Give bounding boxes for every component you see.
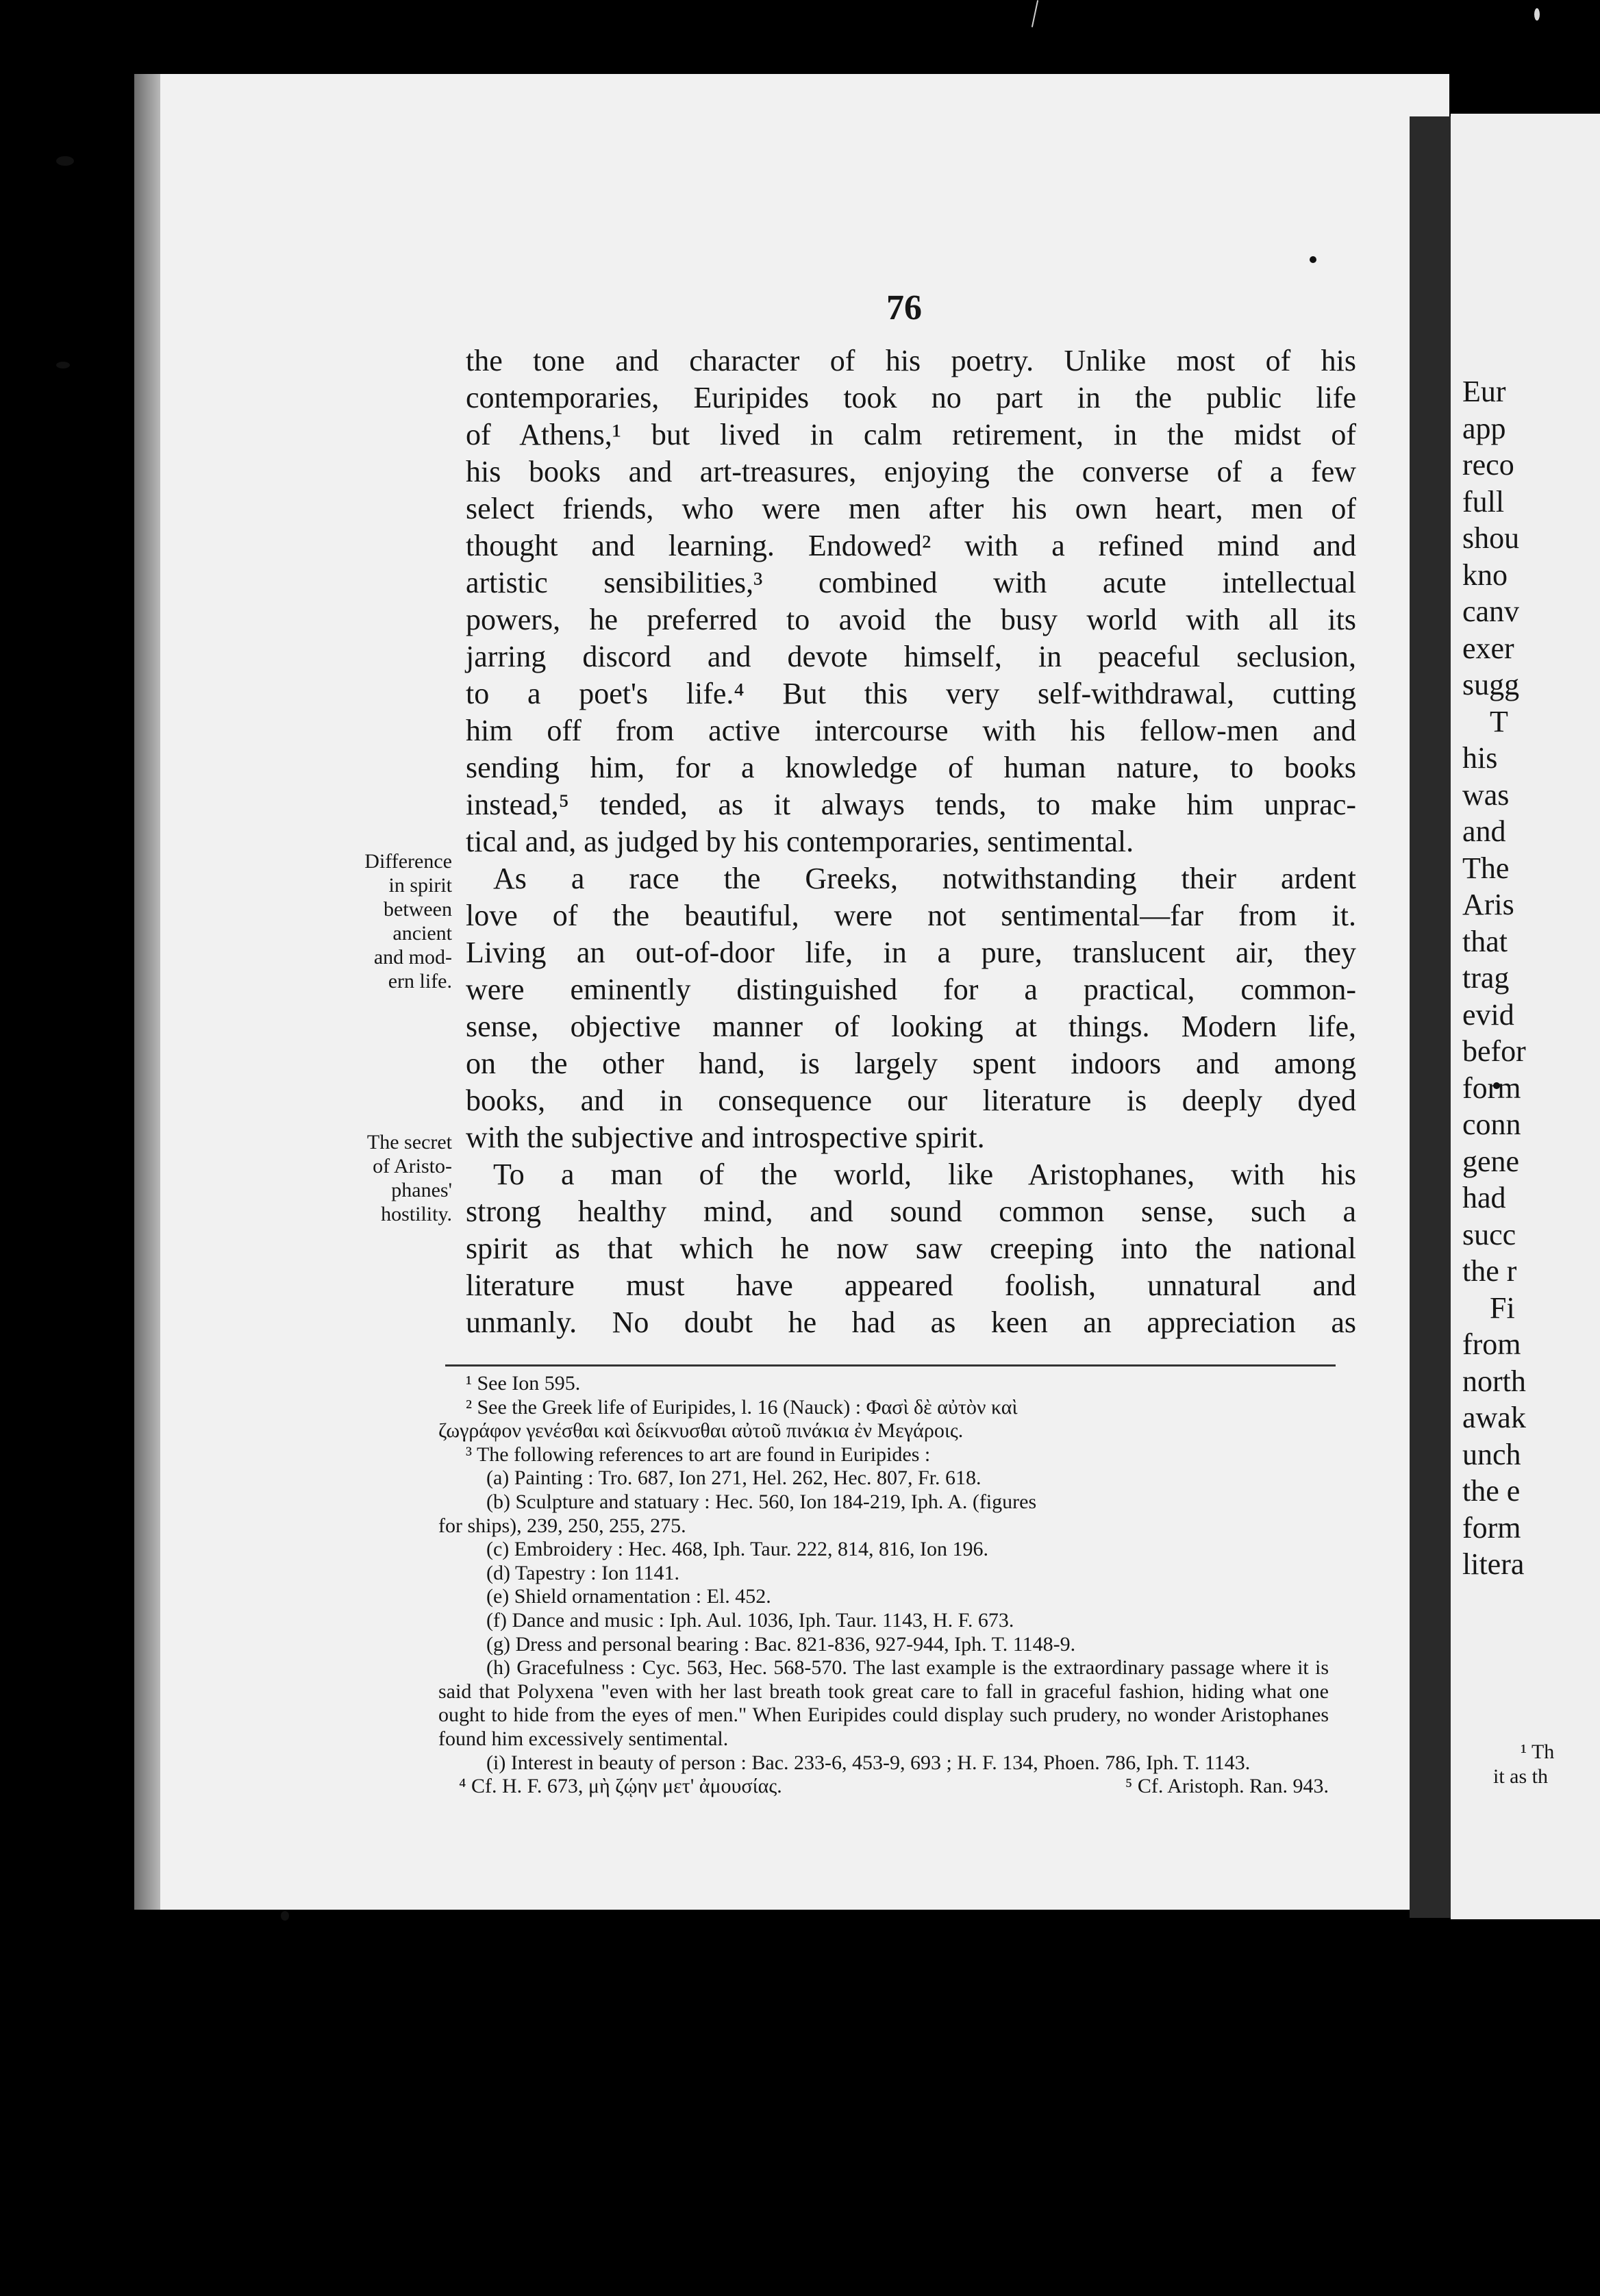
- margin-note-line: of Aristo-: [373, 1155, 452, 1177]
- body-text: [466, 342, 1356, 1341]
- text-line: powers, he preferred to avoid the busy world with all its: [466, 603, 1356, 636]
- right-page-line: exer: [1462, 631, 1514, 665]
- right-page-line: canv: [1462, 595, 1520, 628]
- footnote-3: ³ The following references to art are found in Euripides :: [466, 1443, 931, 1466]
- right-page-line: form: [1462, 1071, 1521, 1105]
- footnote-1: ¹ See Ion 595.: [466, 1372, 581, 1395]
- right-page-line: unch: [1462, 1437, 1521, 1471]
- text-line: contemporaries, Euripides took no part in the public life: [466, 381, 1356, 414]
- text-line: thought and learning. Endowed² with a refined mind and: [466, 529, 1356, 562]
- footnote-3-beauty: (i) Interest in beauty of person : Bac. 233-6, 453-9, 693 ; H. F. 134, Phoen. 786, Iph. T. 1143.: [486, 1751, 1251, 1774]
- footnote-3-tapestry: (d) Tapestry : Ion 1141.: [486, 1561, 680, 1584]
- text-line: his books and art-treasures, enjoying the converse of a few: [466, 455, 1356, 488]
- page-binding-edge: [134, 74, 160, 1910]
- margin-note-line: phanes': [391, 1179, 452, 1201]
- scan-speck: [56, 362, 70, 369]
- right-page-line: succ: [1462, 1217, 1516, 1251]
- right-page-line: befor: [1462, 1034, 1526, 1068]
- right-page-line: shou: [1462, 521, 1520, 555]
- right-page-line: The: [1462, 851, 1510, 885]
- text-line: him off from active intercourse with his fellow-men and: [466, 714, 1356, 747]
- footnote-3-shield: (e) Shield ornamentation : El. 452.: [486, 1585, 771, 1608]
- scan-speck: [1534, 8, 1540, 21]
- right-page-line: and: [1462, 814, 1506, 848]
- text-line: on the other hand, is largely spent indoors and among: [466, 1047, 1356, 1080]
- footnote-3-dress: (g) Dress and personal bearing : Bac. 821-836, 927-944, Iph. T. 1148-9.: [486, 1632, 1076, 1656]
- scan-speck: [281, 1911, 289, 1921]
- footnote-3-sculpture-cont: for ships), 239, 250, 255, 275.: [438, 1514, 686, 1537]
- right-page-line: had: [1462, 1181, 1506, 1214]
- margin-note-line: in spirit: [388, 874, 452, 897]
- text-line: sending him, for a knowledge of human nature, to books: [466, 751, 1356, 784]
- text-line: jarring discord and devote himself, in peaceful seclusion,: [466, 640, 1356, 673]
- right-page-line: app: [1462, 411, 1506, 445]
- right-page-line: kno: [1462, 558, 1508, 592]
- footnote-5: ⁵ Cf. Aristoph. Ran. 943.: [1125, 1775, 1329, 1798]
- footnotes: [438, 1372, 1329, 1799]
- scan-speck: [1310, 256, 1316, 263]
- text-line: sense, objective manner of looking at things. Modern life,: [466, 1010, 1356, 1043]
- margin-note-line: ancient: [392, 922, 452, 945]
- right-page-line: that: [1462, 924, 1508, 958]
- right-page-line: full: [1462, 484, 1505, 519]
- footnote-3-embroidery: (c) Embroidery : Hec. 468, Iph. Taur. 222, 814, 816, Ion 196.: [486, 1538, 989, 1561]
- text-line: to a poet's life.⁴ But this very self-withdrawal, cutting: [466, 677, 1356, 710]
- text-line: select friends, who were men after his own heart, men of: [466, 492, 1356, 525]
- text-line: spirit as that which he now saw creeping into the national: [466, 1232, 1356, 1265]
- margin-note-line: between: [384, 898, 452, 921]
- right-page-line: Eur: [1462, 375, 1506, 408]
- text-line: the tone and character of his poetry. Unlike most of his: [466, 344, 1356, 377]
- scan-scratch: [1032, 0, 1038, 27]
- right-page-line: Aris: [1462, 888, 1514, 921]
- right-page-text: [1462, 373, 1526, 1583]
- margin-note-line: ern life.: [388, 970, 452, 993]
- right-page-line: north: [1462, 1364, 1526, 1398]
- footnote-3-sculpture: (b) Sculpture and statuary : Hec. 560, Ion 184-219, Iph. A. (figures: [486, 1490, 1037, 1513]
- right-page-line: T: [1490, 704, 1508, 738]
- text-line: with the subjective and introspective spirit.: [466, 1121, 985, 1154]
- footnote-2-greek: ζωγράφον γενέσθαι καὶ δείκνυσθαι αὐτοῦ πινάκια ἐν Μεγάροις.: [438, 1419, 964, 1443]
- text-line: books, and in consequence our literature is deeply dyed: [466, 1084, 1356, 1117]
- right-page-line: gene: [1462, 1144, 1520, 1178]
- right-page-footnote: [1493, 1740, 1555, 1789]
- text-line: of Athens,¹ but lived in calm retirement, in the midst of: [466, 418, 1356, 451]
- text-line: Living an out-of-door life, in a pure, translucent air, they: [466, 936, 1356, 969]
- text-line: literature must have appeared foolish, unnatural and: [466, 1269, 1356, 1302]
- right-page-line: from: [1462, 1327, 1521, 1361]
- footnote-3-gracefulness: (h) Gracefulness : Cyc. 563, Hec. 568-570. The last example is the extraordinary passage where it is said that Polyxena "even with her last breath took great care to fall in graceful fashion, hiding what one ought to hide from the eyes of men." When Euripides could display such prudery, no wonder Aristophanes found him excessively sentimental.: [438, 1656, 1329, 1750]
- text-line: As a race the Greeks, notwithstanding their ardent: [493, 862, 1356, 895]
- margin-note-difference-in-spirit: [308, 849, 452, 993]
- right-page-line: Fi: [1490, 1290, 1515, 1325]
- scan-speck: [56, 156, 74, 166]
- right-page-line: was: [1462, 777, 1510, 812]
- text-line: were eminently distinguished for a practical, common-: [466, 973, 1356, 1006]
- footnotes-4-5: [438, 1775, 1329, 1799]
- right-page-line: awak: [1462, 1401, 1526, 1434]
- text-line: love of the beautiful, were not sentimental—far from it.: [466, 899, 1356, 932]
- right-page-line: evid: [1462, 997, 1514, 1032]
- right-page-line: sugg: [1462, 668, 1520, 701]
- right-footnote-line: ¹ Th: [1521, 1740, 1555, 1763]
- right-page-line: trag: [1462, 961, 1510, 995]
- page-number: 76: [886, 288, 922, 327]
- footnote-3-painting: (a) Painting : Tro. 687, Ion 271, Hel. 262, Hec. 807, Fr. 618.: [486, 1467, 982, 1490]
- text-line: tical and, as judged by his contemporaries, sentimental.: [466, 825, 1134, 858]
- footnote-2: ² See the Greek life of Euripides, l. 16 (Nauck) : Φασὶ δὲ αὐτὸν καὶ: [466, 1395, 1018, 1419]
- right-page-line: his: [1462, 741, 1498, 775]
- right-page-line: the r: [1462, 1254, 1517, 1288]
- text-line: strong healthy mind, and sound common sense, such a: [466, 1195, 1356, 1228]
- text-line: artistic sensibilities,³ combined with acute intellectual: [466, 566, 1356, 599]
- footnote-4: ⁴ Cf. H. F. 673, μὴ ζῴην μετ' ἀμουσίας.: [459, 1775, 782, 1798]
- text-line: To a man of the world, like Aristophanes, with his: [493, 1158, 1356, 1191]
- right-page-line: reco: [1462, 448, 1514, 482]
- right-footnote-line: it as th: [1493, 1765, 1548, 1788]
- text-line: unmanly. No doubt he had as keen an appreciation as: [466, 1306, 1356, 1339]
- footnote-separator: [445, 1364, 1336, 1367]
- footnote-3-dance: (f) Dance and music : Iph. Aul. 1036, Iph. Taur. 1143, H. F. 673.: [486, 1608, 1014, 1632]
- right-page-line: litera: [1462, 1547, 1525, 1581]
- text-line: instead,⁵ tended, as it always tends, to make him unprac-: [466, 788, 1356, 821]
- margin-note-secret-of-aristophanes: [308, 1130, 452, 1226]
- margin-note-line: Difference: [364, 850, 452, 873]
- right-page-line: form: [1462, 1510, 1521, 1545]
- margin-note-line: hostility.: [381, 1203, 452, 1225]
- right-page-line: the e: [1462, 1474, 1521, 1508]
- margin-note-line: and mod-: [373, 946, 452, 969]
- right-page-line: conn: [1462, 1108, 1521, 1141]
- margin-note-line: The secret: [366, 1131, 452, 1153]
